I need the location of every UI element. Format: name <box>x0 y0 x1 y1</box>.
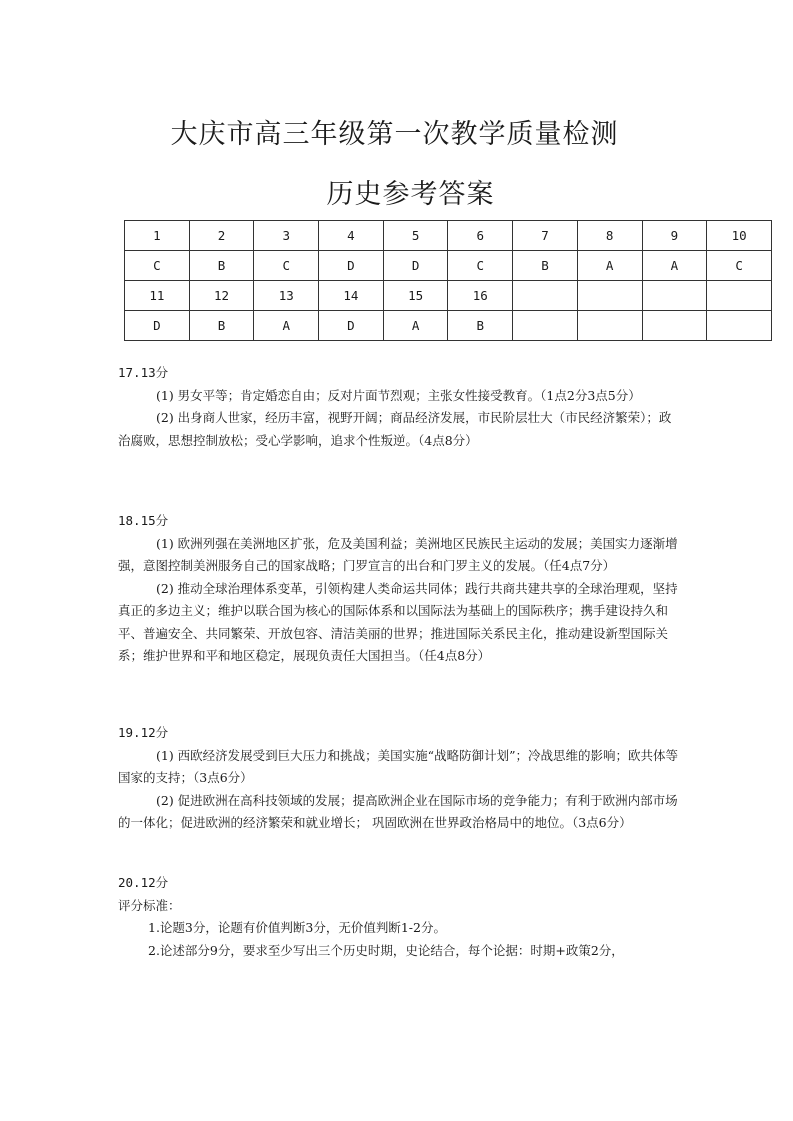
answer-table-cell: B <box>189 251 254 281</box>
scoring-criteria-label: 评分标准： <box>118 897 181 913</box>
question-17-answer-2: (2) 出身商人世家，经历丰富，视野开阔；商品经济发展，市民阶层壮大（市民经济繁荣）；政治腐败，思想控制放松；受心学影响，追求个性叛逆。（4点8分） <box>118 410 672 448</box>
answer-table-cell: 15 <box>383 281 448 311</box>
answer-table-cell: A <box>642 251 707 281</box>
question-17-section <box>118 362 683 452</box>
answer-table-row <box>125 311 772 341</box>
answer-table-cell: 6 <box>448 221 513 251</box>
answer-table-cell: A <box>577 251 642 281</box>
answer-table-cell: 14 <box>319 281 384 311</box>
question-17-heading: 17.13分 <box>118 365 169 380</box>
answer-table-cell: 2 <box>189 221 254 251</box>
answer-table-cell: 12 <box>189 281 254 311</box>
answer-table-cell: 13 <box>254 281 319 311</box>
answer-table-cell: B <box>189 311 254 341</box>
question-17-answer-1: (1) 男女平等；肯定婚恋自由；反对片面节烈观；主张女性接受教育。（1点2分3点5分） <box>156 387 641 403</box>
answer-table-cell: B <box>448 311 513 341</box>
answer-table-cell <box>642 281 707 311</box>
answer-table-cell: 10 <box>707 221 772 251</box>
answer-table-cell: D <box>383 251 448 281</box>
answer-table-row <box>125 281 772 311</box>
answer-table-cell: D <box>319 311 384 341</box>
answer-table-cell <box>577 281 642 311</box>
page-title: 大庆市高三年级第一次教学质量检测 <box>170 119 619 150</box>
question-20-section <box>118 872 683 962</box>
answer-table-row <box>125 221 772 251</box>
answer-table-cell: 7 <box>513 221 578 251</box>
answer-table-cell: 4 <box>319 221 384 251</box>
answer-table-cell <box>707 281 772 311</box>
question-18-heading: 18.15分 <box>118 513 169 528</box>
answer-table-cell <box>513 281 578 311</box>
question-20-heading: 20.12分 <box>118 875 169 890</box>
answer-table-cell: 5 <box>383 221 448 251</box>
answer-table-cell: 11 <box>125 281 190 311</box>
question-19-answer-1: (1) 西欧经济发展受到巨大压力和挑战；美国实施“战略防御计划”；冷战思维的影响；欧共体等国家的支持；（3点6分） <box>118 747 678 785</box>
answer-table-cell <box>513 311 578 341</box>
answer-table-cell <box>642 311 707 341</box>
scoring-item-1: 1.论题3分，论题有价值判断3分，无价值判断1-2分。 <box>148 920 446 935</box>
question-19-section <box>118 722 683 835</box>
answer-table-cell: B <box>513 251 578 281</box>
answer-table-cell <box>707 311 772 341</box>
answer-table-cell: C <box>125 251 190 281</box>
scoring-item-2: 2.论述部分9分，要求至少写出三个历史时期，史论结合，每个论据：时期+政策2分， <box>148 942 624 958</box>
question-18-answer-2: (2) 推动全球治理体系变革，引领构建人类命运共同体；践行共商共建共享的全球治理观，坚持真正的多边主义；维护以联合国为核心的国际体系和以国际法为基础上的国际秩序；携手建设持久和平、普遍安全、共同繁荣、开放包容、清洁美丽的世界；推进国际关系民主化，推动建设新型国际关系；维护世界和平和地区稳定，展现负责任大国担当。（任4点8分） <box>118 580 678 663</box>
question-19-heading: 19.12分 <box>118 725 169 740</box>
answer-table-cell: A <box>254 311 319 341</box>
answer-table-cell: 3 <box>254 221 319 251</box>
question-18-answer-1: (1) 欧洲列强在美洲地区扩张，危及美国利益；美洲地区民族民主运动的发展；美国实力逐渐增强，意图控制美洲服务自己的国家战略；门罗宣言的出台和门罗主义的发展。（任4点7分） <box>118 535 678 573</box>
answer-table-cell: 9 <box>642 221 707 251</box>
question-18-section <box>118 510 683 668</box>
answer-table-cell: C <box>448 251 513 281</box>
answer-table-cell: 16 <box>448 281 513 311</box>
answer-table-cell: D <box>125 311 190 341</box>
answer-table-cell: A <box>383 311 448 341</box>
answer-table-cell: 8 <box>577 221 642 251</box>
answer-table-cell: 1 <box>125 221 190 251</box>
answer-table <box>124 220 772 341</box>
question-19-answer-2: (2) 促进欧洲在高科技领域的发展；提高欧洲企业在国际市场的竞争能力；有利于欧洲内部市场的一体化；促进欧洲的经济繁荣和就业增长； 巩固欧洲在世界政治格局中的地位。（3点6分） <box>118 792 678 830</box>
answer-table-row <box>125 251 772 281</box>
answer-table-cell: C <box>707 251 772 281</box>
page-subtitle: 历史参考答案 <box>326 179 495 210</box>
answer-table-cell <box>577 311 642 341</box>
answer-table-cell: D <box>319 251 384 281</box>
answer-table-cell: C <box>254 251 319 281</box>
